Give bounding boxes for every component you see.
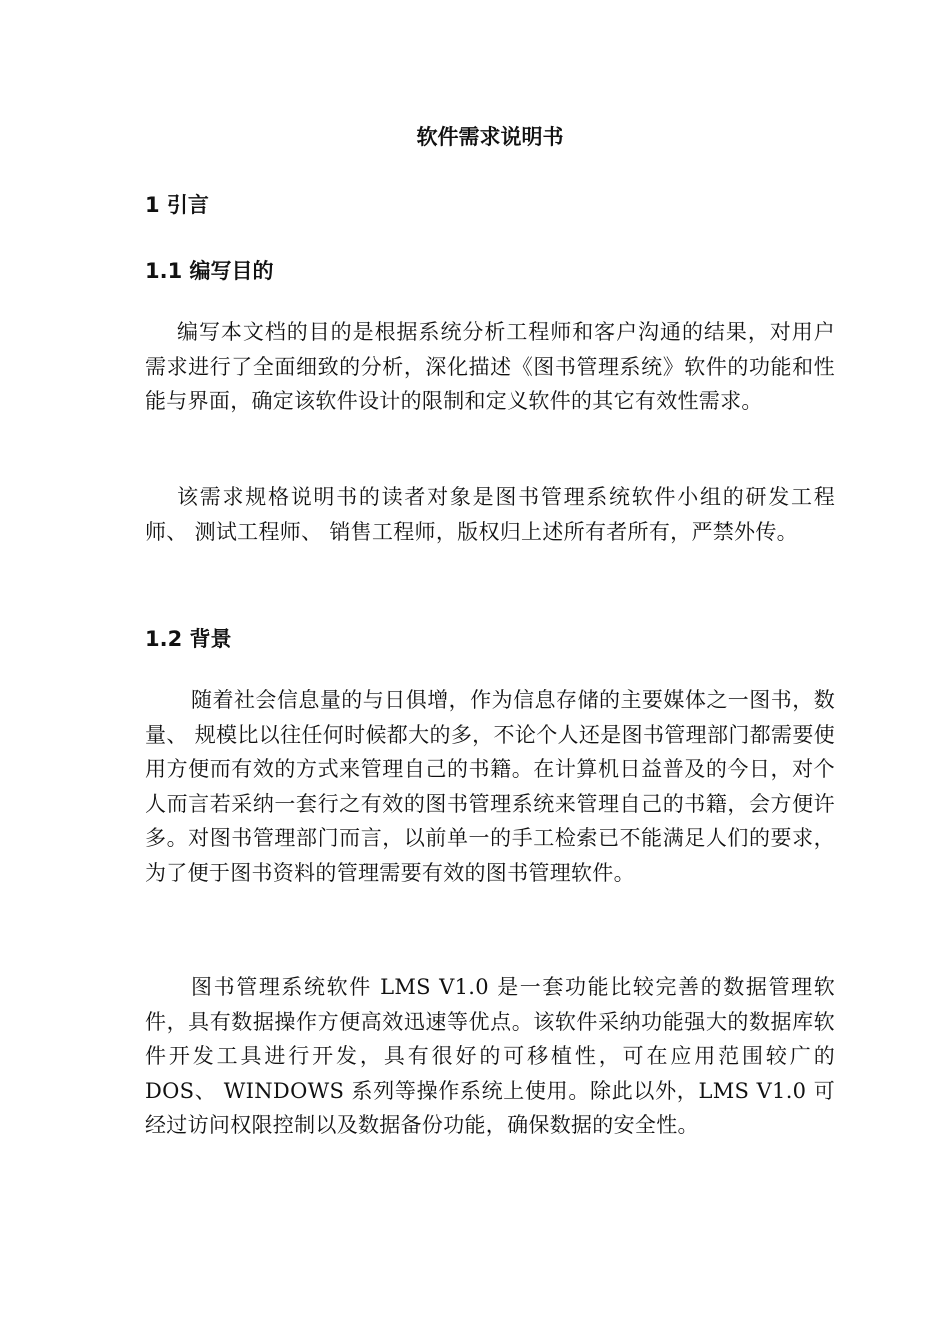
background-paragraph-2: 图书管理系统软件 LMS V1.0 是一套功能比较完善的数据管理软件，具有数据操作方便高效迅速等优点。该软件采纳功能强大的数据库软件开发工具进行开发，具有很好的可移植性，可在应用范围较广的 DOS、 WINDOWS 系列等操作系统上使用。除此以外，LMS V1.0 可经过访问权限控制以及数据备份功能，确保数据的安全性。 bbox=[145, 975, 835, 1137]
section-heading-purpose: 1.1 编写目的 bbox=[145, 259, 274, 283]
purpose-paragraph-2: 该需求规格说明书的读者对象是图书管理系统软件小组的研发工程师、 测试工程师、 销售工程师，版权归上述所有者所有，严禁外传。 bbox=[145, 485, 835, 544]
document-title: 软件需求说明书 bbox=[416, 125, 564, 149]
section-heading-introduction: 1 引言 bbox=[145, 193, 209, 217]
purpose-paragraph-1: 编写本文档的目的是根据系统分析工程师和客户沟通的结果，对用户需求进行了全面细致的分析，深化描述《图书管理系统》软件的功能和性能与界面，确定该软件设计的限制和定义软件的其它有效性需求。 bbox=[145, 320, 835, 413]
background-paragraph-1: 随着社会信息量的与日俱增，作为信息存储的主要媒体之一图书，数量、 规模比以往任何时候都大的多，不论个人还是图书管理部门都需要使用方便而有效的方式来管理自己的书籍。在计算机日益普及的今日，对个人而言若采纳一套行之有效的图书管理系统来管理自己的书籍，会方便许多。对图书管理部门而言，以前单一的手工检索已不能满足人们的要求，为了便于图书资料的管理需要有效的图书管理软件。 bbox=[145, 688, 835, 885]
section-heading-background: 1.2 背景 bbox=[145, 627, 232, 651]
